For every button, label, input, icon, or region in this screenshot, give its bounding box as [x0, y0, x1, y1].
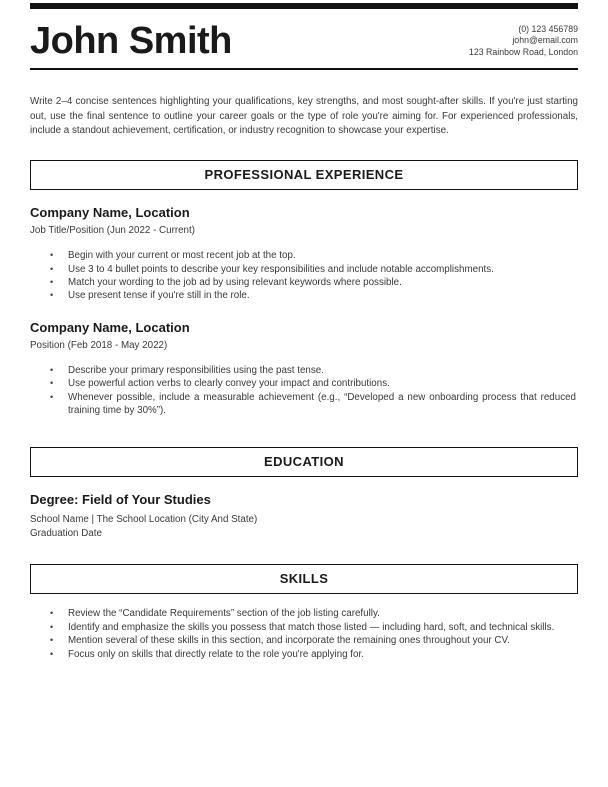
job-1-title-dates: Job Title/Position (Jun 2022 - Current) — [30, 225, 195, 237]
skills-bullet-list — [30, 607, 578, 661]
list-item: • Use present tense if you're still in the role. — [30, 289, 578, 302]
section-header-education: EDUCATION — [30, 447, 578, 477]
list-item: • Begin with your current or most recent job at the top. — [30, 249, 578, 262]
section-header-skills: SKILLS — [30, 564, 578, 594]
job-2-title-dates: Position (Feb 2018 - May 2022) — [30, 339, 168, 351]
contact-address: 123 Rainbow Road, London — [468, 46, 578, 57]
contact-phone: (0) 123 456789 — [518, 24, 578, 35]
job-2-company: Company Name, Location — [30, 319, 190, 335]
list-item: • Use 3 to 4 bullet points to describe your key responsibilities and include notable accomplishments. — [30, 263, 578, 276]
list-item: • Identify and emphasize the skills you possess that match those listed — including hard, soft, and technical skills. — [30, 621, 578, 634]
job-1-company: Company Name, Location — [30, 205, 190, 221]
contact-email: john@email.com — [512, 35, 578, 46]
list-item: • Match your wording to the job ad by using relevant keywords where possible. — [30, 276, 578, 289]
education-school: School Name | The School Location (City And State) — [30, 514, 258, 526]
list-item: • Whenever possible, include a measurable achievement (e.g., “Developed a new onboarding process that reduced training time by 30%”). — [30, 391, 578, 418]
job-1-bullet-list — [30, 249, 578, 303]
education-degree: Degree: Field of Your Studies — [30, 492, 211, 508]
job-2-bullet-list — [30, 364, 578, 418]
section-education — [30, 447, 578, 540]
section-header-professional-experience: PROFESSIONAL EXPERIENCE — [30, 160, 578, 190]
education-graduation-date: Graduation Date — [30, 528, 102, 540]
summary-paragraph: Write 2–4 concise sentences highlighting your qualifications, key strengths, and most sought-after skills. If you're just starting out, use the final sentence to outline your career goals or the type of role you're aiming for. For experienced professionals, include a standout achievement, certification, or industry recognition to showcase your expertise. — [30, 95, 578, 137]
list-item: • Mention several of these skills in this section, and incorporate the remaining ones throughout your CV. — [30, 634, 578, 647]
resume-header — [30, 9, 578, 70]
list-item: • Review the “Candidate Requirements” section of the job listing carefully. — [30, 607, 578, 620]
section-professional-experience — [30, 160, 578, 417]
job-entry-2 — [30, 320, 578, 418]
contact-info — [469, 24, 578, 61]
list-item: • Focus only on skills that directly relate to the role you're applying for. — [30, 648, 578, 661]
list-item: • Use powerful action verbs to clearly convey your impact and contributions. — [30, 377, 578, 390]
list-item: • Describe your primary responsibilities using the past tense. — [30, 364, 578, 377]
section-skills — [30, 564, 578, 661]
job-entry-1 — [30, 205, 578, 303]
name-title: John Smith — [30, 20, 232, 62]
